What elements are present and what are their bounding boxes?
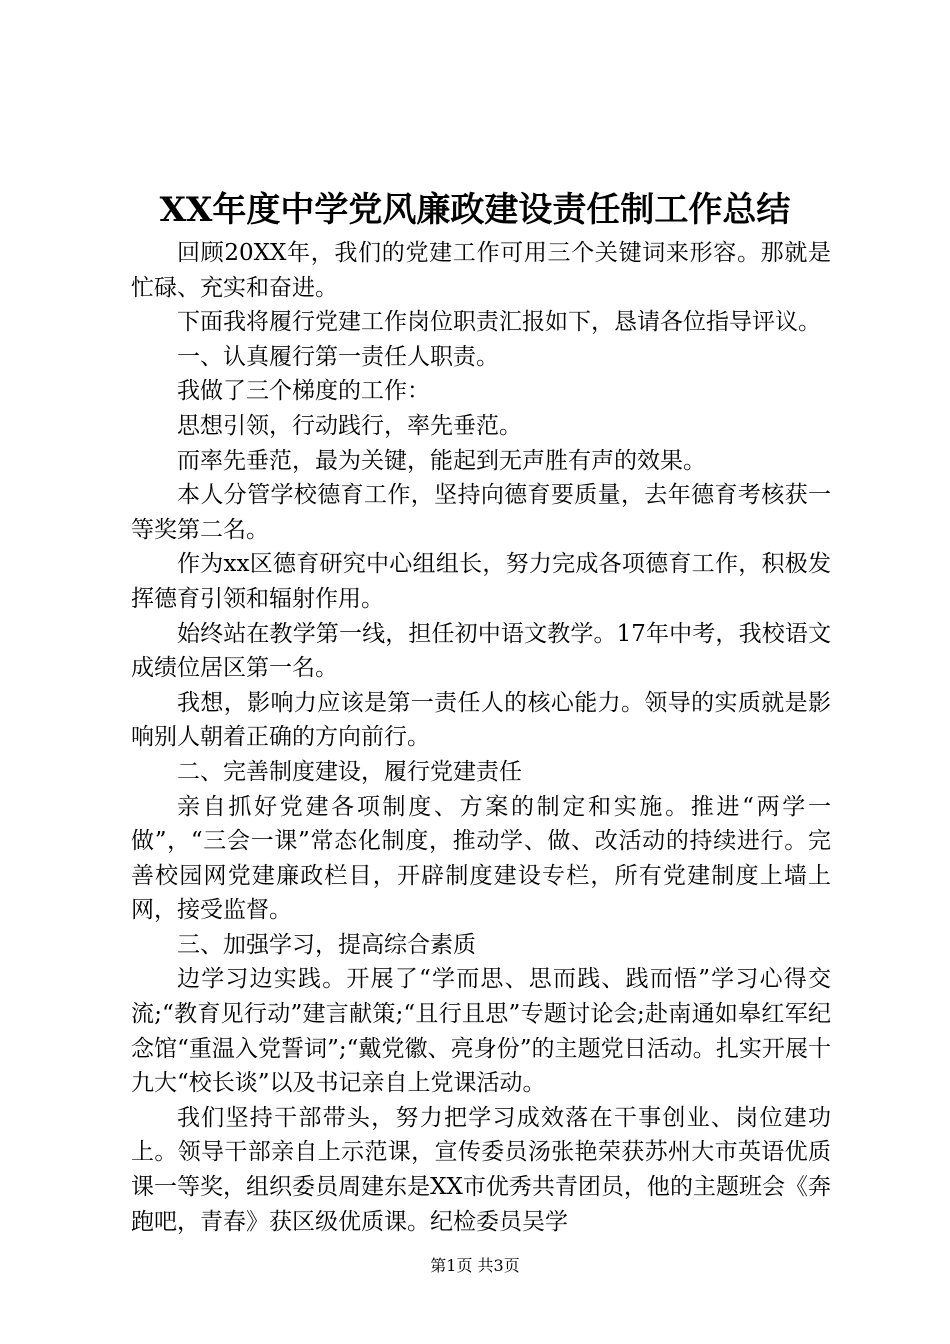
paragraph: 边学习边实践。开展了“学而思、思而践、践而悟”学习心得交流;“教育见行动”建言献策;“且行且思”专题讨论会;赴南通如皋红军纪念馆“重温入党誓词”;“戴党徽、亮身份”的主题党日活动。扎实开展十九大“校长谈”以及书记亲自上党课活动。 bbox=[131, 966, 831, 1097]
paragraph: 本人分管学校德育工作，坚持向德育要质量，去年德育考核获一等奖第二名。 bbox=[131, 482, 831, 543]
paragraph: 回顾20XX年，我们的党建工作可用三个关键词来形容。那就是忙碌、充实和奋进。 bbox=[131, 240, 831, 301]
page-footer: 第1页 共3页 bbox=[430, 1256, 520, 1275]
paragraph: 思想引领，行动践行，率先垂范。 bbox=[177, 412, 522, 439]
paragraph: 作为xx区德育研究中心组组长，努力完成各项德育工作，积极发挥德育引领和辐射作用。 bbox=[131, 551, 831, 612]
paragraph: 我们坚持干部带头，努力把学习成效落在干事创业、岗位建功上。领导干部亲自上示范课，宣传委员汤张艳荣获苏州大市英语优质课一等奖，组织委员周建东是XX市优秀共青团员，他的主题班会《奔跑吧，青春》获区级优质课。纪检委员吴学 bbox=[131, 1104, 831, 1235]
document-body bbox=[131, 236, 831, 1239]
paragraph: 下面我将履行党建工作岗位职责汇报如下，恳请各位指导评议。 bbox=[177, 309, 821, 336]
paragraph: 而率先垂范，最为关键，能起到无声胜有声的效果。 bbox=[177, 447, 706, 474]
document-title: XX年度中学党风廉政建设责任制工作总结 bbox=[159, 190, 791, 230]
paragraph: 我想，影响力应该是第一责任人的核心能力。领导的实质就是影响别人朝着正确的方向前行。 bbox=[131, 689, 831, 751]
paragraph: 一、认真履行第一责任人职责。 bbox=[177, 343, 499, 370]
paragraph: 二、完善制度建设，履行党建责任 bbox=[177, 758, 522, 785]
paragraph: 三、加强学习，提高综合素质 bbox=[177, 931, 476, 958]
paragraph: 始终站在教学第一线，担任初中语文教学。17年中考，我校语文成绩位居区第一名。 bbox=[131, 620, 831, 682]
paragraph: 我做了三个梯度的工作： bbox=[177, 378, 430, 405]
paragraph: 亲自抓好党建各项制度、方案的制定和实施。推进“两学一做”，“三会一课”常态化制度，推动学、做、改活动的持续进行。完善校园网党建廉政栏目，开辟制度建设专栏，所有党建制度上墙上网，接受监督。 bbox=[131, 793, 831, 924]
